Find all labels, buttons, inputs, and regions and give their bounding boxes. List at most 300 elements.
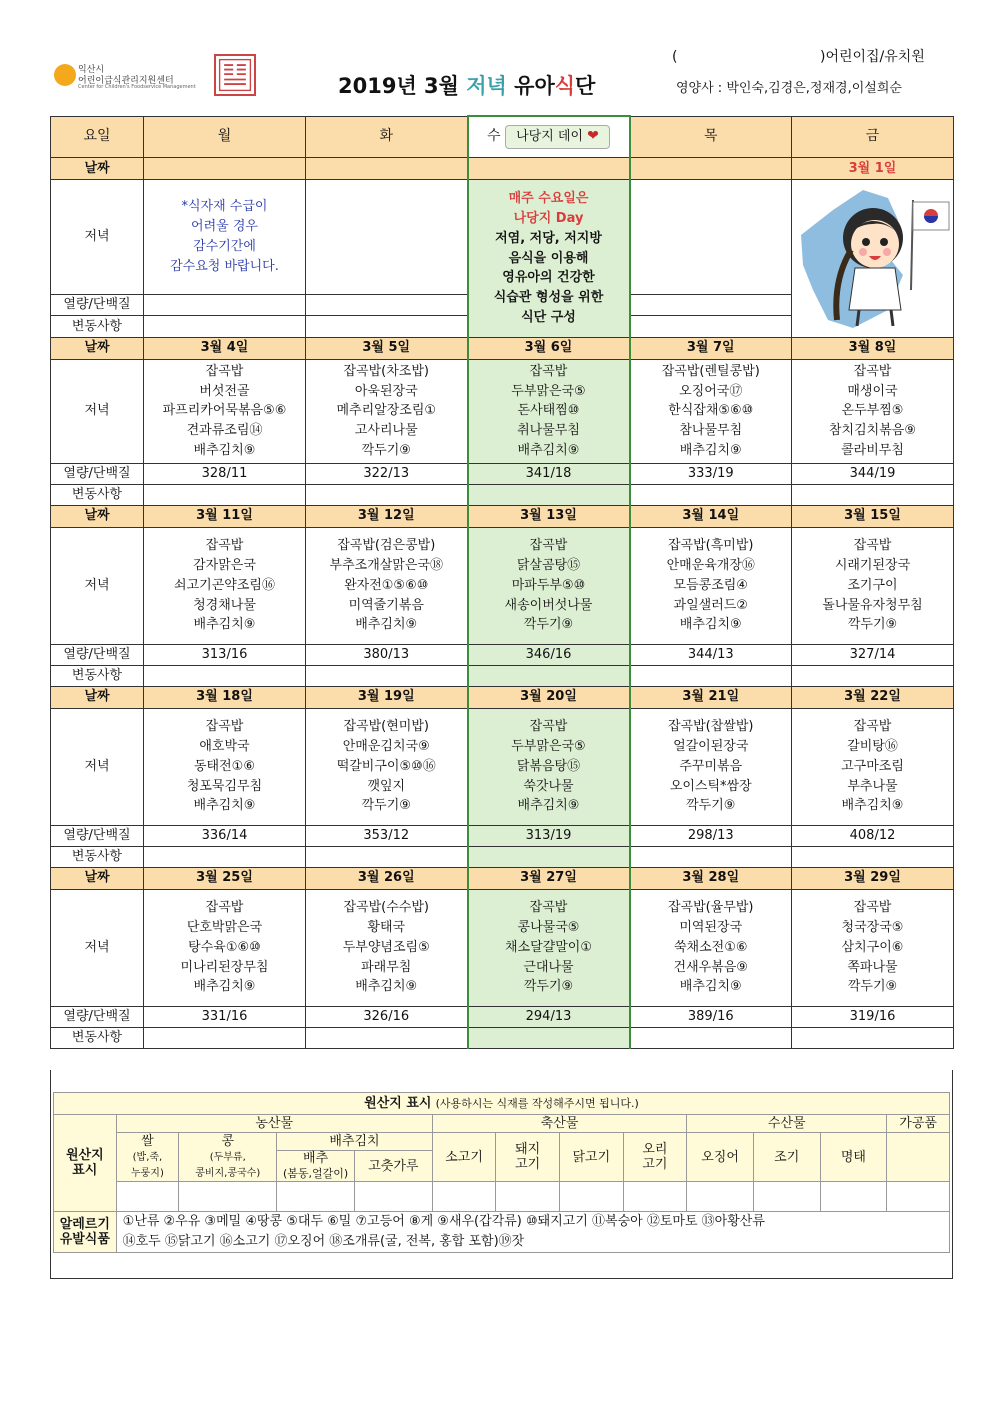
bean-sub: (두부류, [209,1151,246,1163]
date-cell: 3월 8일 [792,337,954,359]
dinner-label: 저녁 [51,359,144,463]
menu-item: 깍두기⑨ [523,979,574,995]
change-cell [144,665,306,686]
nadangji-day-notice [468,180,630,338]
change-cell [144,1027,306,1048]
notice-line: 음식을 이용해 [508,250,589,266]
weeks-body [51,337,954,1048]
menu-item: 갈비탕⑯ [847,739,898,755]
date-cell: 3월 6일 [468,337,630,359]
menu-item: 채소달걀말이① [504,939,592,955]
date-row [51,686,954,708]
menu-item: 돈사태찜⑩ [517,403,580,419]
change-label: 변동사항 [51,484,144,505]
item-rice [116,1133,179,1182]
origin-entry[interactable] [354,1182,432,1212]
menu-item: 배추김치⑨ [517,442,580,458]
menu-cell [792,889,954,1006]
notice-line: 식습관 형성을 위한 [493,290,604,306]
menu-item: 취나물무침 [517,423,580,439]
allergy-line-1: ①난류 ②우유 ③메밀 ④땅콩 ⑤대두 ⑥밀 ⑦고등어 ⑧게 ⑨새우(갑각류) ⑩돼지고기 ⑪복숭아 ⑫토마토 ⑬아황산류 [122,1214,765,1229]
change-row [51,665,954,686]
calorie-cell [144,295,306,316]
origin-entry[interactable] [560,1182,624,1212]
smile-logo-icon [54,64,76,86]
menu-item: 애호박국 [199,739,250,755]
supply-note [144,180,306,295]
change-cell [792,484,954,505]
change-cell [306,846,468,867]
origin-label-2: 표시 [72,1163,98,1178]
date-label: 날짜 [51,505,144,527]
calorie-cell: 341/18 [468,463,630,484]
menu-cell [144,889,306,1006]
item-croaker: 조기 [753,1133,820,1182]
calorie-row [51,463,954,484]
menu-item: 조기구이 [847,577,898,593]
notice-line: 나당지 Day [513,210,584,226]
group-agri: 농산물 [116,1115,432,1133]
change-cell [792,665,954,686]
item-beef: 소고기 [432,1133,496,1182]
menu-item: 쇠고기곤약조림⑯ [174,577,275,593]
date-cell: 3월 18일 [144,686,306,708]
note-line: *식자재 수급이 [181,199,268,215]
page-title [338,70,595,100]
nutritionists: 영양사 : 박인숙,김경은,정재경,이설희순 [676,81,902,96]
menu-item: 감자맑은국 [193,558,256,574]
daycare-label: )어린이집/유치원 [820,49,925,65]
menu-item: 청포묵김무침 [186,778,263,794]
item-kimchi: 배추김치 [277,1133,433,1151]
weekday-fri: 금 [792,116,954,158]
calorie-cell: 313/16 [144,644,306,665]
allergy-label-1: 알레르기 [59,1217,110,1232]
origin-entry-row [54,1182,950,1212]
date-cell: 3월 21일 [630,686,792,708]
calorie-row [51,825,954,846]
nadangji-day-badge [505,125,610,149]
menu-item: 잡곡밥(찹쌀밥) [668,719,754,735]
allergy-row [54,1212,950,1253]
weekday-mon: 월 [144,116,306,158]
menu-cell [306,527,468,644]
calorie-cell: 336/14 [144,825,306,846]
menu-item: 오징어국⑰ [679,383,743,399]
calorie-cell: 298/13 [630,825,792,846]
menu-item: 잡곡밥(차조밥) [343,363,429,379]
calorie-row [51,1006,954,1027]
change-cell [306,665,468,686]
dinner-row [51,889,954,1006]
weekday-label: 요일 [51,116,144,158]
menu-cell [468,708,630,825]
menu-table [50,115,954,1049]
change-cell [630,484,792,505]
menu-item: 배추김치⑨ [193,979,256,995]
menu-item: 새송이버섯나물 [504,597,593,613]
menu-item: 배추김치⑨ [679,617,742,633]
girl-with-flag-icon [793,180,953,330]
date-cell: 3월 7일 [630,337,792,359]
date-cell: 3월 26일 [306,867,468,889]
duck-label: 오리 [642,1142,668,1157]
date-cell: 3월 25일 [144,867,306,889]
title-sik: 식 [554,74,576,98]
group-processed: 가공품 [887,1115,950,1133]
dinner-label: 저녁 [51,527,144,644]
notice-line: 저염, 저당, 저지방 [495,230,602,246]
menu-item: 배추김치⑨ [679,979,742,995]
cabbage-sub: (봄동,얼갈이) [282,1167,349,1180]
title-dinner: 저녁 [466,74,507,98]
menu-item: 고사리나물 [354,423,418,439]
menu-item: 두부맑은국⑤ [511,739,586,755]
menu-item: 잡곡밥 [205,719,244,735]
date-cell: 3월 14일 [630,505,792,527]
date-cell: 3월 28일 [630,867,792,889]
bean-sub: 콩비지,콩국수) [195,1167,261,1179]
change-label: 변동사항 [51,1027,144,1048]
menu-item: 잡곡밥 [205,900,244,916]
menu-item: 배추김치⑨ [841,798,904,814]
weekday-wed-label: 수 [487,128,501,145]
menu-cell [468,527,630,644]
menu-item: 닭볶음탕⑮ [516,758,581,774]
change-label: 변동사항 [51,316,144,337]
menu-cell [144,527,306,644]
change-row [51,484,954,505]
change-cell [468,665,630,686]
calorie-cell: 344/13 [630,644,792,665]
calorie-cell [630,295,792,316]
logo-center-name: 어린이급식관리지원센터 [78,76,174,86]
cabbage-label: 배추 [303,1151,329,1166]
menu-item: 두부맑은국⑤ [511,383,586,399]
dinner-row [51,708,954,825]
menu-item: 완자전①⑤⑥⑩ [344,577,429,593]
menu-item: 버섯전골 [199,383,250,399]
date-cell [144,158,306,180]
item-processed-blank [887,1133,950,1182]
item-pollack: 명태 [820,1133,887,1182]
menu-item: 잡곡밥(렌틸콩밥) [661,363,760,379]
weekday-tue: 화 [306,116,468,158]
change-cell [306,316,468,337]
origin-entry[interactable] [687,1182,754,1212]
calorie-cell: 346/16 [468,644,630,665]
menu-item: 모듬콩조림④ [673,577,748,593]
menu-item: 배추김치⑨ [355,617,418,633]
origin-entry[interactable] [820,1182,887,1212]
date-cell [468,158,630,180]
menu-item: 잡곡밥 [529,719,568,735]
group-livestock: 축산물 [432,1115,687,1133]
rice-sub: (밥,죽, [132,1151,163,1163]
calorie-label: 열량/단백질 [51,825,144,846]
menu-item: 참나물무침 [679,423,743,439]
menu-item: 잡곡밥 [205,363,244,379]
menu-item: 닭살곰탕⑮ [516,558,581,574]
menu-item: 미역된장국 [679,920,743,936]
menu-item: 파프리카어묵볶음⑤⑥ [162,403,287,419]
date-row [51,505,954,527]
rice-sub: 누룽지) [130,1167,164,1179]
menu-item: 주꾸미볶음 [679,758,743,774]
menu-cell [144,708,306,825]
notice-line: 식단 구성 [521,309,576,325]
menu-item: 매생이국 [847,383,898,399]
menu-item: 고구마조림 [841,758,904,774]
dinner-row [51,527,954,644]
date-row [51,158,954,180]
menu-item: 깍두기⑨ [523,617,574,633]
change-cell [792,846,954,867]
menu-item: 잡곡밥(검은콩밥) [337,538,436,554]
change-cell [144,846,306,867]
title-dan: 단 [575,74,596,98]
menu-item: 아욱된장국 [354,383,418,399]
change-cell [630,1027,792,1048]
nadangji-day-label: 나당지 데이 [516,129,584,145]
item-chicken: 닭고기 [560,1133,624,1182]
calorie-cell: 344/19 [792,463,954,484]
date-cell: 3월 5일 [306,337,468,359]
dinner-label: 저녁 [51,708,144,825]
note-line: 어려울 경우 [191,219,258,235]
allergy-label [54,1212,117,1253]
weekday-header-row [51,116,954,158]
change-cell [144,484,306,505]
origin-entry[interactable] [432,1182,496,1212]
menu-cell [468,889,630,1006]
calorie-cell: 313/19 [468,825,630,846]
menu-item: 황태국 [367,920,406,936]
menu-cell [630,527,792,644]
allergy-list [116,1212,949,1253]
dinner-label: 저녁 [51,889,144,1006]
notice-line: 영유아의 건강한 [502,270,595,286]
note-line: 감수기간에 [193,239,256,255]
menu-item: 잡곡밥 [853,538,892,554]
title-month: 3월 [424,74,459,98]
origin-entry[interactable] [623,1182,687,1212]
calorie-cell: 331/16 [144,1006,306,1027]
origin-row-label [54,1115,117,1212]
change-label: 변동사항 [51,665,144,686]
menu-item: 깍두기⑨ [686,798,736,814]
menu-item: 참치김치볶음⑨ [828,423,916,439]
menu-item: 깍두기⑨ [361,442,411,458]
pork-label: 고기 [515,1157,541,1172]
weekday-thu: 목 [630,116,792,158]
menu-item: 깍두기⑨ [847,617,898,633]
menu-item: 두부양념조림⑤ [342,939,430,955]
menu-item: 잡곡밥(율무밥) [668,900,754,916]
calorie-cell: 389/16 [630,1006,792,1027]
calorie-cell: 326/16 [306,1006,468,1027]
item-pork [496,1133,560,1182]
item-duck [623,1133,687,1182]
menu-item: 안매운김치국⑨ [342,739,430,755]
menu-item: 잡곡밥 [205,538,244,554]
menu-item: 탕수육①⑥⑩ [188,939,261,955]
date-label: 날짜 [51,867,144,889]
menu-item: 깻잎지 [367,778,406,794]
menu-item: 건새우볶음⑨ [673,959,748,975]
menu-cell [306,359,468,463]
menu-item: 청국장국⑤ [841,920,904,936]
origin-entry[interactable] [887,1182,950,1212]
pork-label: 돼지 [515,1142,541,1157]
date-cell [306,158,468,180]
date-cell: 3월 19일 [306,686,468,708]
menu-item: 잡곡밥 [529,363,568,379]
menu-item: 마파두부⑤⑩ [511,577,586,593]
calorie-cell: 353/12 [306,825,468,846]
calorie-cell: 319/16 [792,1006,954,1027]
origin-entry[interactable] [496,1182,560,1212]
calorie-cell [306,295,468,316]
rice-label: 쌀 [141,1133,154,1149]
menu-item: 미역줄기볶음 [348,597,424,613]
menu-cell [630,889,792,1006]
change-label: 변동사항 [51,846,144,867]
origin-item-row-1 [54,1133,950,1151]
menu-item: 배추김치⑨ [193,798,256,814]
date-cell: 3월 13일 [468,505,630,527]
menu-cell [306,180,468,295]
menu-item: 깍두기⑨ [847,979,898,995]
item-pepper: 고춧가루 [354,1151,432,1182]
origin-label-1: 원산지 [65,1148,104,1163]
menu-item: 배추김치⑨ [193,442,256,458]
origin-entry[interactable] [179,1182,277,1212]
menu-item: 삼치구이⑥ [841,939,904,955]
allergy-line-2: ⑭호두 ⑮닭고기 ⑯소고기 ⑰오징어 ⑱조개류(굴, 전복, 홍합 포함)⑲잣 [122,1234,525,1249]
menu-item: 미나리된장무침 [180,959,269,975]
menu-item: 한식잡채⑤⑥⑩ [668,403,754,419]
heart-icon: ❤ [587,128,599,145]
origin-table [53,1092,950,1253]
calorie-label: 열량/단백질 [51,295,144,316]
item-cabbage [277,1151,355,1182]
origin-title-row [54,1093,950,1115]
menu-item: 메추리알장조림① [336,403,437,419]
menu-item: 잡곡밥(흑미밥) [668,538,754,554]
notice-line: 매주 수요일은 [508,191,589,207]
logo-center-english: Center for Children's Foodservice Management [78,84,196,90]
menu-item: 콜라비무침 [841,442,904,458]
menu-cell [144,359,306,463]
menu-item: 온두부찜⑤ [841,403,904,419]
menu-item: 오이스틱*쌈장 [669,778,752,794]
red-seal-stamp-icon [214,54,256,96]
korean-girl-illustration [792,180,954,338]
menu-item: 청경채나물 [193,597,256,613]
daycare-paren: ( [672,49,678,65]
menu-item: 잡곡밥 [853,900,892,916]
dinner-label: 저녁 [51,180,144,295]
menu-cell [306,889,468,1006]
menu-item: 떡갈비구이⑤⑩⑯ [336,758,436,774]
menu-item: 배추김치⑨ [193,617,256,633]
change-cell [306,1027,468,1048]
item-squid: 오징어 [687,1133,754,1182]
date-label: 날짜 [51,686,144,708]
calorie-label: 열량/단백질 [51,463,144,484]
menu-item: 잡곡밥 [853,363,892,379]
change-cell [144,316,306,337]
menu-cell [792,708,954,825]
menu-item: 파래무침 [361,959,412,975]
date-row [51,337,954,359]
menu-item: 단호박맑은국 [186,920,263,936]
menu-cell [630,708,792,825]
menu-item: 잡곡밥(수수밥) [343,900,429,916]
menu-item: 시래기된장국 [834,558,911,574]
title-infant: 유아 [514,74,555,98]
menu-cell [630,359,792,463]
calorie-row [51,644,954,665]
menu-cell [792,527,954,644]
menu-item: 돌나물유자청무침 [822,597,923,613]
menu-item: 근대나물 [523,959,574,975]
calorie-cell: 322/13 [306,463,468,484]
daycare-name-field [672,46,925,66]
date-cell: 3월 22일 [792,686,954,708]
change-cell [468,484,630,505]
origin-entry[interactable] [277,1182,355,1212]
date-cell: 3월 12일 [306,505,468,527]
date-cell [630,158,792,180]
menu-item: 쪽파나물 [847,959,898,975]
date-cell: 3월 29일 [792,867,954,889]
change-cell [630,316,792,337]
change-cell [630,665,792,686]
menu-item: 잡곡밥 [529,538,568,554]
calorie-cell: 333/19 [630,463,792,484]
menu-item: 잡곡밥 [529,900,568,916]
calorie-cell: 294/13 [468,1006,630,1027]
change-row [51,846,954,867]
date-cell: 3월 1일 [792,158,954,180]
date-cell: 3월 27일 [468,867,630,889]
origin-entry[interactable] [753,1182,820,1212]
origin-entry[interactable] [116,1182,179,1212]
note-line: 감수요청 바랍니다. [170,258,279,274]
date-label: 날짜 [51,158,144,180]
origin-title-note: (사용하시는 식재를 작성해주시면 됩니다.) [435,1097,639,1110]
calorie-label: 열량/단백질 [51,644,144,665]
date-cell: 3월 15일 [792,505,954,527]
change-cell [468,1027,630,1048]
origin-title-text: 원산지 표시 [364,1096,432,1111]
menu-item: 얼갈이된장국 [673,739,749,755]
center-logo [54,62,204,102]
menu-item: 잡곡밥 [853,719,892,735]
weekday-wed [468,116,630,158]
origin-title [54,1093,950,1115]
title-year: 2019년 [338,74,417,98]
duck-label: 고기 [642,1157,668,1172]
menu-item: 쑥갓나물 [523,778,574,794]
menu-item: 쑥채소전①⑥ [673,939,748,955]
origin-group-row [54,1115,950,1133]
date-row [51,867,954,889]
change-cell [630,846,792,867]
date-cell: 3월 20일 [468,686,630,708]
